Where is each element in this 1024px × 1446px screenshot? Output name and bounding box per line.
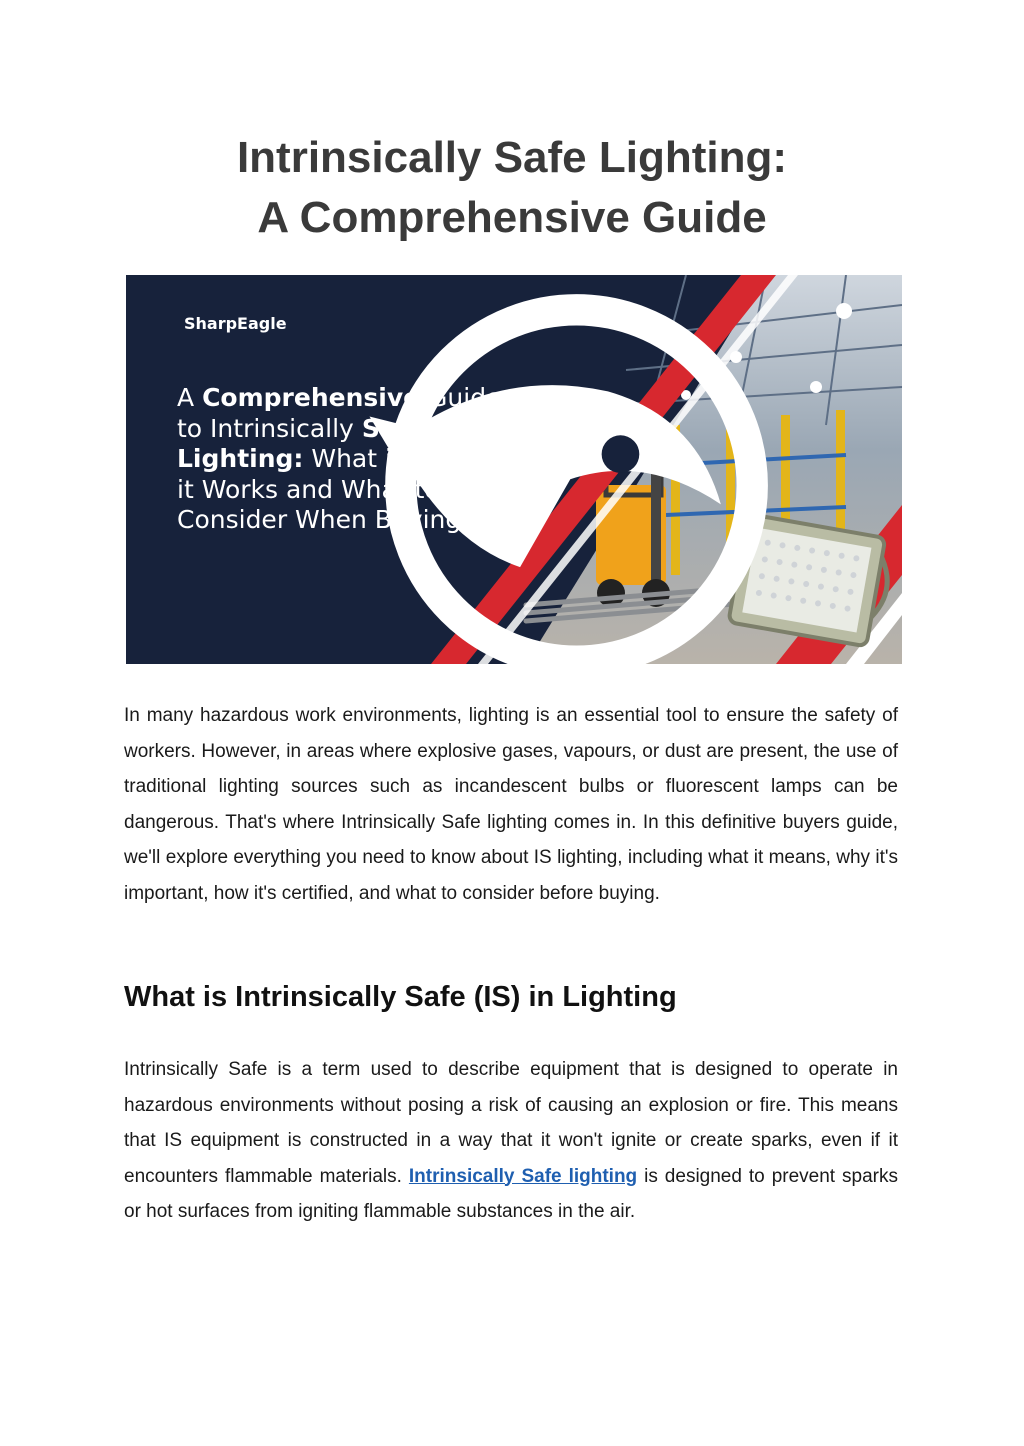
intrinsically-safe-lighting-link[interactable]: Intrinsically Safe lighting xyxy=(408,1165,638,1187)
title-line-1: Intrinsically Safe Lighting: xyxy=(236,133,788,182)
hero-text-part: Guide to Intrinsically xyxy=(177,383,502,443)
hero-banner-image xyxy=(126,275,902,664)
hero-text-part: What it is, How it Works and What to Consider When Buying xyxy=(177,444,501,534)
section-paragraph xyxy=(124,1052,898,1230)
paragraph-text: Intrinsically Safe is a term used to describe equipment that is designed to operate in hazardous environments without posing a risk of causing an explosion or fire. This means that IS equipment is constructed in a way that it won't ignite or create sparks, even if it encounters flammable materials. xyxy=(124,1059,898,1187)
hero-headline xyxy=(177,383,517,536)
title-line-2: A Comprehensive Guide xyxy=(257,193,767,242)
hero-text-bold: Comprehensive xyxy=(202,383,421,412)
hero-text-bold: Safe Lighting: xyxy=(177,413,425,473)
paragraph-text: is designed to prevent sparks or hot surfaces from igniting flammable substances in the air. xyxy=(124,1165,899,1222)
section-heading: What is Intrinsically Safe (IS) in Lighting xyxy=(124,981,677,1013)
intro-paragraph: In many hazardous work environments, lighting is an essential tool to ensure the safety of workers. However, in areas where explosive gases, vapours, or dust are present, the use of traditional lighting sources such as incandescent bulbs or fluorescent lamps can be dangerous. That's where Intrinsically Safe lighting comes in. In this definitive buyers guide, we'll explore everything you need to know about IS lighting, including what it means, why it's important, how it's certified, and what to consider before buying. xyxy=(124,705,898,904)
hero-text-part: A xyxy=(177,383,203,412)
page-title xyxy=(0,128,1024,248)
brand-lockup xyxy=(176,291,287,355)
brand-name: SharpEagle xyxy=(184,313,287,333)
